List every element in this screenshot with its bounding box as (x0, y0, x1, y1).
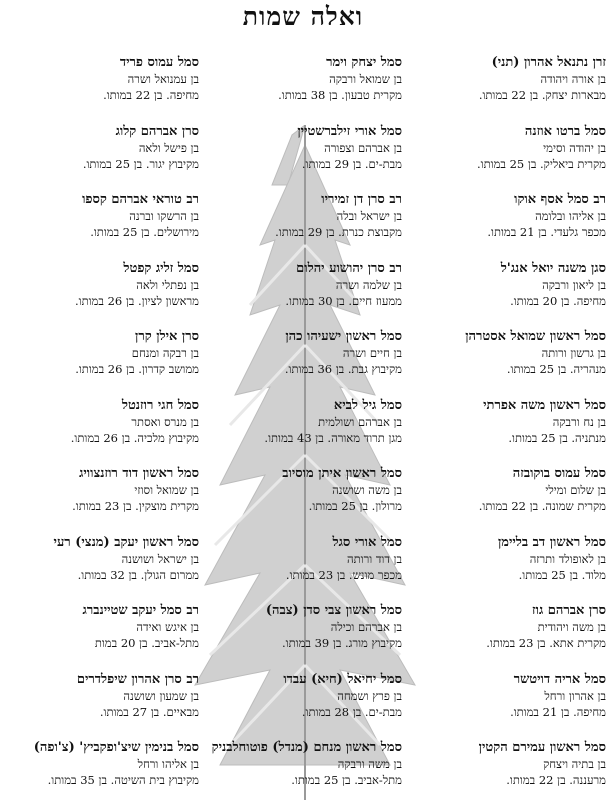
entry-parents: בן פרץ ושמחה (337, 688, 402, 703)
entry-parents: בן חיים ושרה (342, 346, 402, 360)
entry-name: רב סרן אהרון שיפלדרים (76, 671, 199, 687)
entry-name: סרן אברהם קלוג (115, 123, 199, 139)
entry-info: מקיבוץ מורג. בן 39 במותו. (282, 636, 402, 650)
entry-info: מרולון. בן 25 במותו. (308, 499, 402, 513)
entry-info: מגן תרוד מאורה. בן 43 במותו. (264, 430, 402, 445)
entry-name: רב טוראי אברהם קספו (82, 192, 199, 207)
entry-parents: בן משה ושושנה (332, 483, 402, 497)
memorial-entry (202, 328, 402, 397)
entry-name: סמל יצחק וימר (326, 55, 402, 70)
entry-name: סמל עמוס בוקובזה (512, 466, 606, 481)
page-title: ואלה שמות (242, 2, 364, 31)
entry-info: מלוד. בן 25 במותו. (518, 567, 606, 582)
memorial-entry (406, 328, 606, 397)
memorial-entry (406, 260, 606, 329)
entry-parents: בן אורה ויהודה (540, 72, 606, 86)
entry-parents: בן אברהם וכילה (330, 620, 402, 634)
entry-info: מקרית שמונה. בן 22 במותו. (478, 499, 606, 513)
entry-name: רב סרן יהושוע יהלום (296, 260, 402, 276)
entry-info: מקיבוץ גבת. בן 36 במותו. (284, 362, 402, 376)
entry-parents: בן אברהם וצפורה (324, 140, 402, 155)
memorial-entry (406, 671, 606, 740)
entry-name: סמל ראשון עמירם הקטין (478, 740, 606, 755)
memorial-entry (202, 397, 402, 466)
entry-info: ממעוז חיים. בן 30 במותו. (285, 293, 402, 308)
memorial-entry (202, 123, 402, 192)
entry-parents: בן יהודה וסימי (543, 140, 606, 155)
entry-info: מרעננה. בן 22 במותו. (506, 773, 606, 787)
entry-info: מקיבוץ מלכיה. בן 26 במותו. (70, 430, 199, 445)
memorial-entry (0, 328, 199, 397)
names-column-2 (202, 54, 402, 808)
entry-name: סמל עמוס פריד (119, 55, 199, 70)
entry-parents: בן ישראל ובלה (336, 209, 402, 223)
entry-parents: בן ישראל ושושנה (121, 551, 199, 566)
entry-info: מבת-ים. בן 28 במותו. (301, 704, 402, 719)
entry-info: מקבוצת כנרת. בן 29 במותו. (275, 225, 402, 239)
entry-parents: בן אברהם ושולמית (318, 414, 402, 429)
memorial-entry (0, 54, 199, 123)
names-column-1 (406, 54, 606, 808)
memorial-entry (0, 602, 199, 671)
memorial-entry (0, 260, 199, 329)
entry-name: סמל אורי סגל (332, 534, 402, 550)
entry-parents: בן ליאון ורבקה (542, 277, 606, 292)
entry-parents: בן עמנואל ושרה (127, 72, 199, 86)
entry-name: סמל ראשון שמואל אסטרהן (465, 329, 606, 344)
memorial-entry (406, 602, 606, 671)
entry-info: מחיפה. בן 20 במותו. (510, 293, 606, 308)
entry-name: סרן אברהם גוז (532, 603, 606, 618)
memorial-entry (202, 739, 402, 808)
memorial-entry (0, 534, 199, 603)
memorial-entry (406, 397, 606, 466)
entry-parents: בן רבקה ומנחם (131, 346, 199, 360)
entry-parents: בן שמואל ורבקה (329, 72, 402, 86)
entry-parents: בן בתיה ויצחק (543, 757, 606, 771)
entry-info: ממרום הגולן. בן 32 במותו. (77, 567, 199, 582)
memorial-entry (406, 191, 606, 260)
entry-parents: בן שמעון ושושנה (123, 688, 199, 703)
entry-parents: בן שלמה ושרה (335, 277, 402, 292)
entry-name: סמל ראשון מנחם (מנדל) פוטוחלבניק (211, 740, 402, 755)
memorial-entry (406, 123, 606, 192)
memorial-entry (202, 260, 402, 329)
memorial-entry (406, 465, 606, 534)
entry-parents: בן לאופולד ותרזה (529, 551, 606, 566)
entry-name: סמל יחיאל (חיא) עבדו (283, 671, 402, 687)
entry-name: סמל ראשון משה אפרתי (483, 397, 606, 413)
entry-name: סמל אורי זילברשטיין (297, 123, 402, 139)
memorial-entry (406, 54, 606, 123)
entry-parents: בן נפתלי ולאה (136, 277, 199, 292)
entry-parents: בן אליהו ורחל (137, 757, 199, 771)
entry-parents: בן איגש ואידה (136, 620, 199, 634)
entry-info: מקיבוץ יגור. בן 25 במותו. (82, 156, 199, 171)
entry-name: סמל ראשון יעקב (מנצי) רעי (53, 534, 199, 550)
entry-name: סמל חגי רוזנטל (121, 397, 199, 413)
entry-name: סמל אריה דויטשר (513, 671, 606, 687)
entry-name: סמל ראשון צבי סדן (צבה) (265, 603, 402, 618)
entry-info: מתל-אביב. בן 20 במות (94, 636, 199, 650)
entry-parents: בן מנרס ואסתר (131, 414, 199, 429)
entry-name: סגן משנה יואל אנג'ל (500, 260, 606, 276)
entry-name: רב סמל אסף אוקו (514, 192, 606, 207)
entry-parents: בן פישל ולאה (138, 140, 199, 155)
memorial-entry (202, 602, 402, 671)
entry-info: מראשון לציון. בן 26 במותו. (75, 293, 199, 308)
memorial-entry (0, 123, 199, 192)
entry-info: מבאיים. בן 27 במותו. (99, 704, 199, 719)
memorial-entry (406, 739, 606, 808)
memorial-entry (0, 739, 199, 808)
entry-name: סמל ראשון דב בליימן (497, 534, 606, 550)
entry-info: מקרית מוצקין. בן 23 במותו. (72, 499, 199, 513)
entry-parents: בן משה ורבקה (337, 757, 402, 771)
memorial-entry (202, 671, 402, 740)
entry-name: סמל ראשון דוד רוזנצוויג (79, 466, 199, 481)
entry-info: מקרית ביאליק. בן 25 במותו. (477, 156, 606, 171)
entry-name: סרן אילן קרן (135, 329, 199, 344)
entry-info: מקיבוץ בית השיטה. בן 35 במותו. (47, 773, 199, 787)
names-column-3 (0, 54, 199, 808)
entry-name: סמל גיל לביא (333, 397, 402, 413)
entry-parents: בן גרשון ורותה (541, 346, 606, 360)
entry-parents: בן אהרון ורחל (544, 688, 606, 703)
entry-name: סמל ברטו אוזנה (524, 123, 606, 139)
entry-info: מנתניה. בן 25 במותו. (508, 430, 606, 445)
entry-parents: בן שלום ומילי (545, 483, 606, 497)
entry-info: מכפר גלעדי. בן 21 במותו. (487, 225, 606, 239)
entry-parents: בן נח ורבקה (552, 414, 606, 429)
entry-info: ממושב קדרון. בן 26 במותו. (75, 362, 199, 376)
memorial-entry (202, 191, 402, 260)
entry-info: מחיפה. בן 21 במותו. (510, 704, 606, 719)
entry-info: מנהריה. בן 25 במותו. (506, 362, 606, 376)
memorial-entry (0, 191, 199, 260)
entry-info: מכפר מונש. בן 23 במותו. (285, 567, 402, 582)
entry-parents: בן אליהו ובלומה (535, 209, 606, 223)
entry-info: מבת-ים. בן 29 במותו. (301, 156, 402, 171)
entry-info: מחיפה. בן 22 במותו. (103, 88, 199, 102)
memorial-entry (0, 671, 199, 740)
entry-info: מבארות יצחק. בן 22 במותו. (478, 88, 606, 102)
entry-name: סמל ראשון ישעיהו כהן (285, 329, 402, 344)
memorial-entry (0, 397, 199, 466)
entry-parents: בן משה ויהודית (537, 620, 606, 634)
memorial-entry (202, 465, 402, 534)
entry-info: מקרית טבעון. בן 38 במותו. (278, 88, 402, 102)
memorial-entry (202, 54, 402, 123)
entry-info: מירושלים. בן 25 במותו. (90, 225, 199, 239)
entry-name: רב סרן דן זמיריו (321, 192, 402, 207)
entry-name: זרן נתנאל אהרון (תני) (491, 55, 606, 70)
entry-name: סמל בנימין שיצ'ופקביץ' (צ'ופה) (33, 740, 199, 755)
memorial-entry (202, 534, 402, 603)
memorial-entry (406, 534, 606, 603)
entry-info: מתל-אביב. בן 25 במותו. (291, 773, 402, 787)
entry-parents: בן הרשקו וברנה (129, 209, 199, 223)
entry-name: סמל זליג קפטל (123, 260, 199, 276)
entry-info: מקרית אתא. בן 23 במותו. (486, 636, 606, 650)
memorial-entry (0, 465, 199, 534)
entry-parents: בן שמואל וסוזי (134, 483, 199, 497)
entry-name: סמל ראשון איתן מוסיוב (282, 466, 402, 481)
entry-name: רב סמל יעקב שטיינברג (82, 603, 199, 618)
entry-parents: בן דוד ורותה (347, 551, 402, 566)
